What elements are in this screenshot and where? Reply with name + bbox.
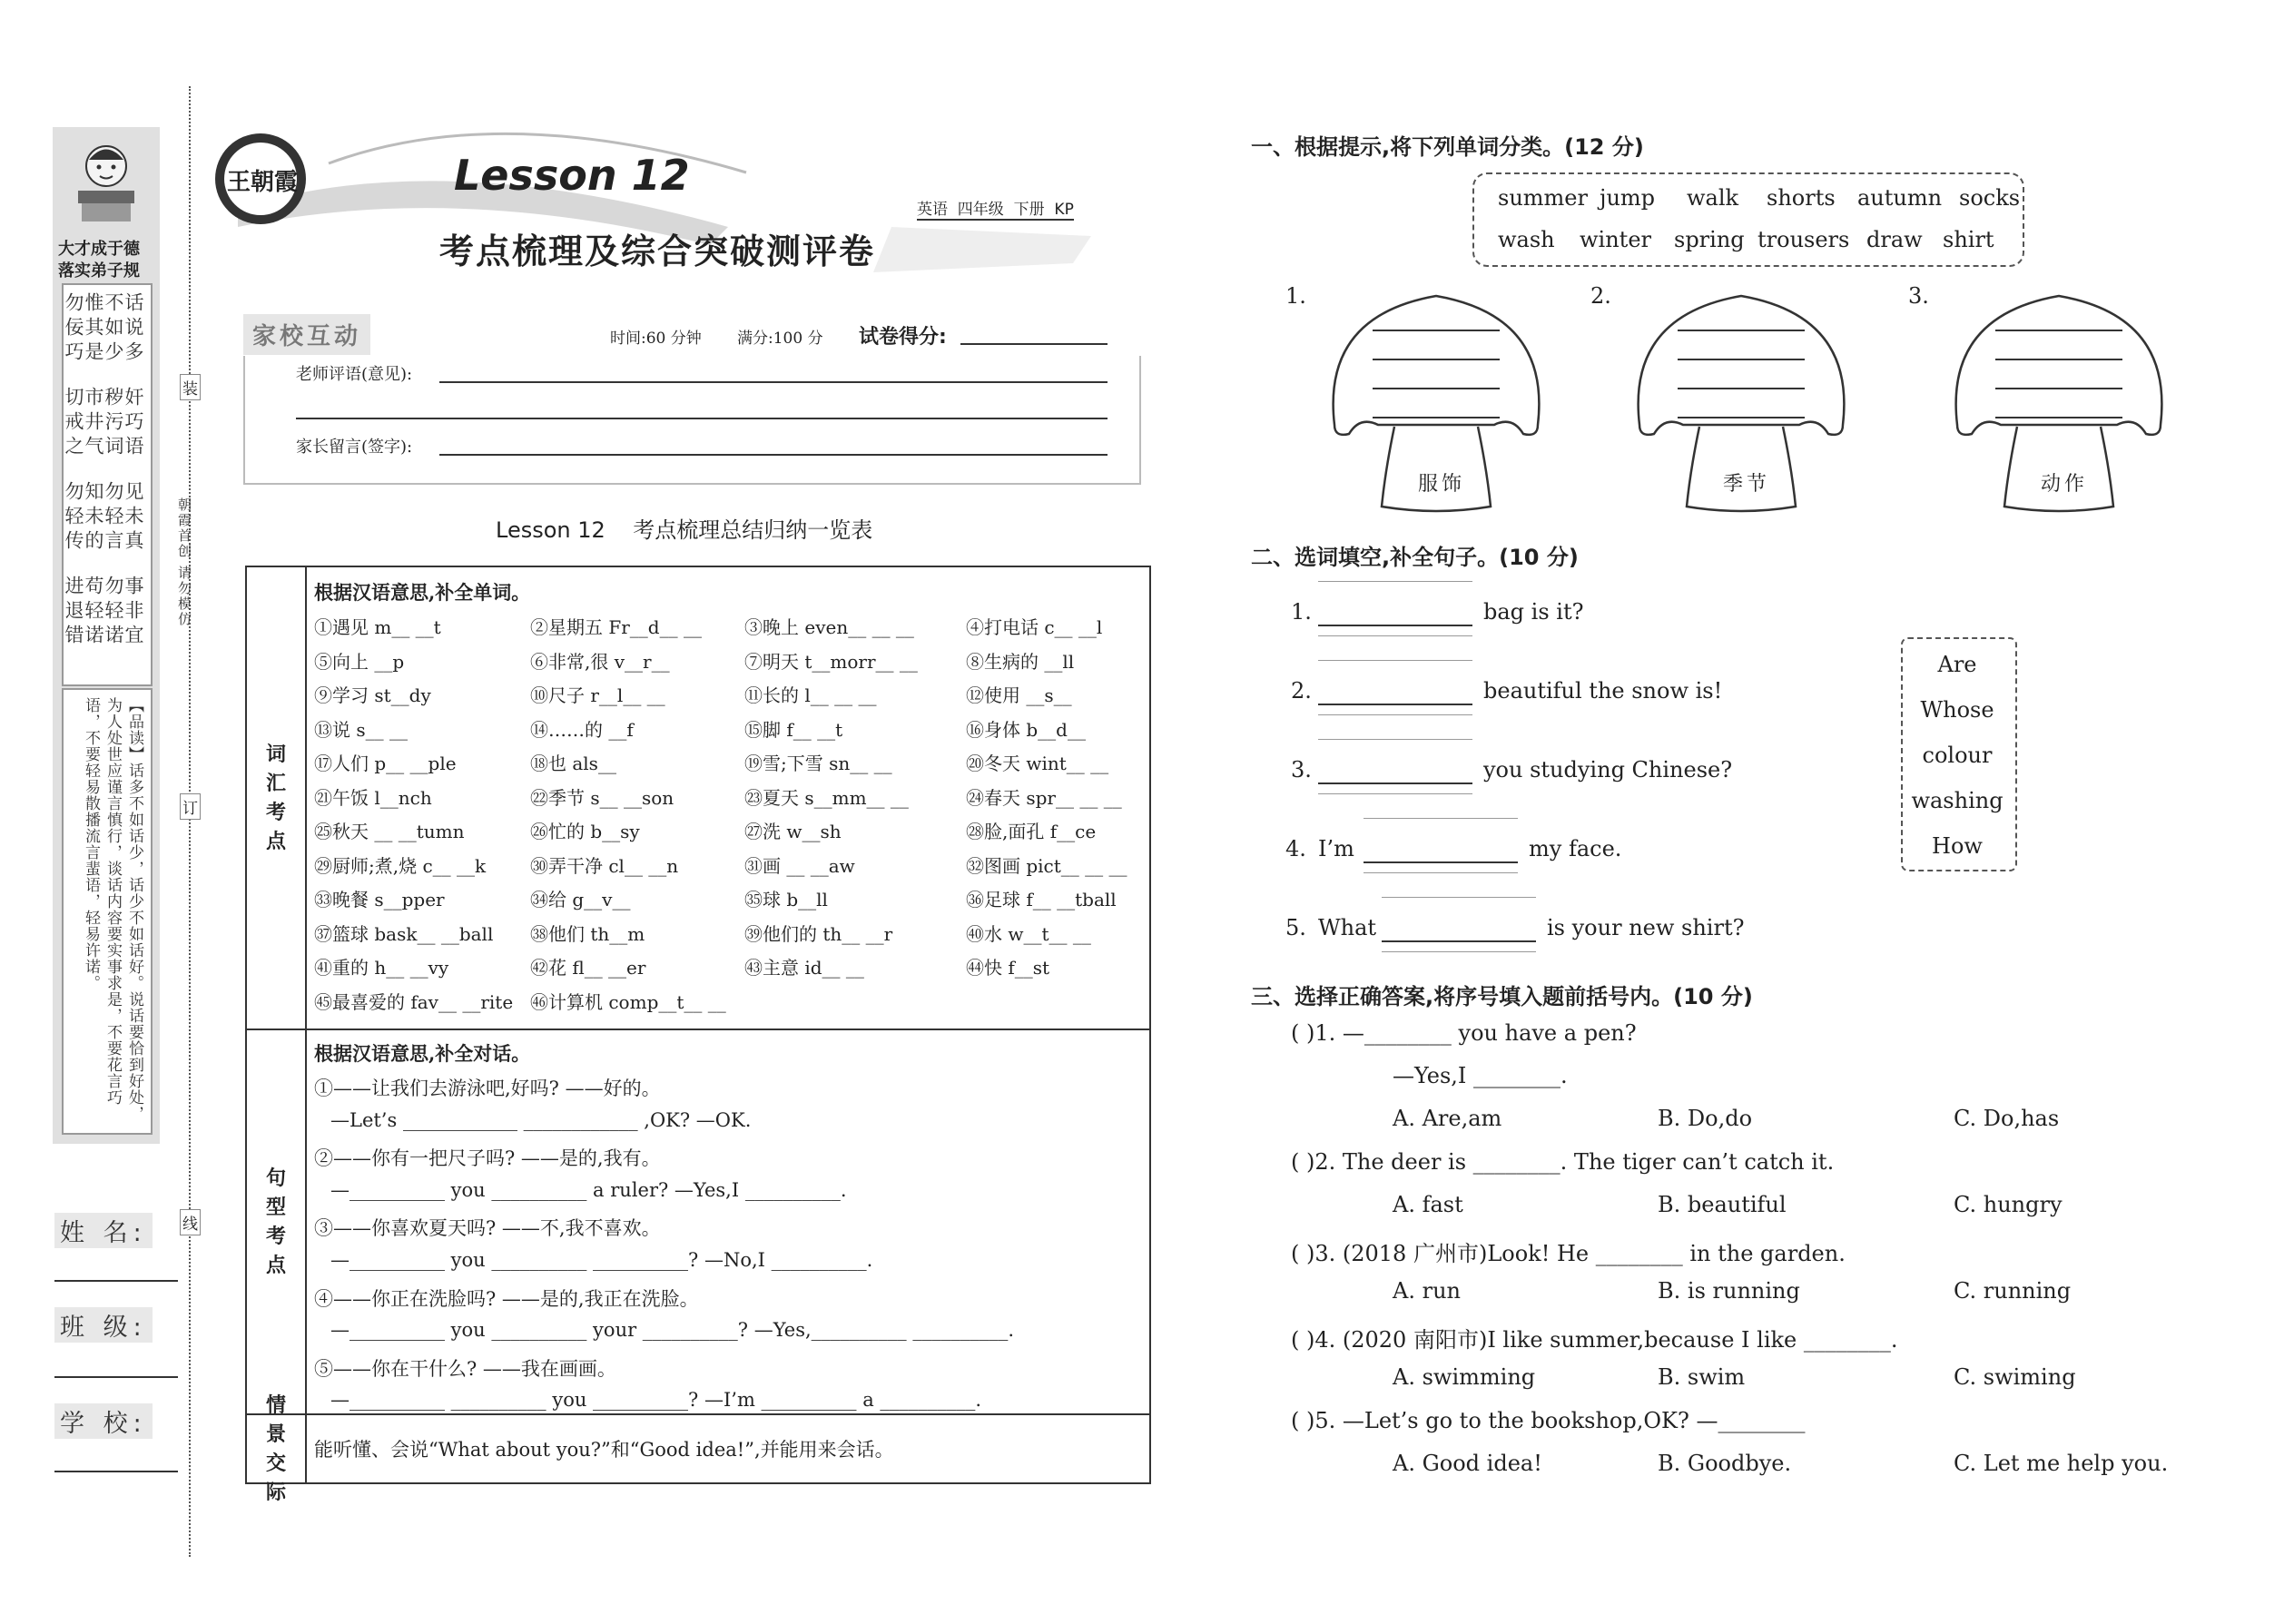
vocab-item: ⑲雪;下雪 sn__ __ bbox=[744, 753, 892, 774]
vocab-item: ⑰人们 p__ __ple bbox=[314, 753, 457, 774]
table-divider-1 bbox=[247, 1029, 1149, 1030]
vocab-item: ㉓夏天 s__mm__ __ bbox=[744, 786, 909, 809]
fill-sentence-text: my face. bbox=[1529, 836, 1622, 861]
vocab-item: ⑮脚 f__ __t bbox=[744, 718, 843, 741]
proverb-text: 勿轻言 bbox=[103, 481, 124, 555]
vocab-item: ⑬说 s__ __ bbox=[314, 718, 408, 741]
fill-blank-guide-bottom bbox=[1382, 951, 1536, 952]
mc-question-stem: ( )1. —________ you have a pen? bbox=[1291, 1020, 1637, 1046]
class-field[interactable] bbox=[54, 1376, 178, 1378]
dialogue-prompt: ②——你有一把尺子吗? ——是的,我有。 bbox=[314, 1147, 661, 1170]
vocab-item: ㉘脸,面孔 f__ce bbox=[966, 821, 1097, 842]
fill-sentence-number: 4. bbox=[1285, 836, 1306, 861]
pindu-box bbox=[62, 688, 153, 1135]
vocab-item: ㊸主意 id__ __ bbox=[744, 957, 864, 979]
word-bank-item: spring bbox=[1674, 227, 1745, 252]
vocab-category-label: 词汇考点 bbox=[265, 743, 286, 853]
proverb-text: 切戒之 bbox=[63, 387, 84, 460]
mc-question-stem: ( )3. (2018 广州市)Look! He ________ in the garden. bbox=[1291, 1241, 1846, 1266]
proverb-text: 苟轻诺 bbox=[83, 576, 104, 649]
vocab-item: ㊴他们的 th__ __r bbox=[744, 922, 893, 945]
word-bank-item: trousers bbox=[1757, 227, 1850, 252]
vocab-item: ⑩尺子 r__l__ __ bbox=[530, 684, 665, 706]
proverb-text: 秽污词 bbox=[103, 387, 124, 460]
vocab-item: ㊹快 f__st bbox=[966, 957, 1050, 979]
teacher-comment-label: 老师评语(意见): bbox=[296, 365, 413, 384]
vocab-item: ⑭……的 __f bbox=[530, 718, 634, 741]
option-b[interactable]: B. is running bbox=[1658, 1278, 1800, 1304]
fill-blank-guide-top bbox=[1318, 739, 1472, 740]
mushroom-number: 2. bbox=[1590, 283, 1611, 309]
vocab-category bbox=[247, 567, 307, 1029]
slogan-top: 大才成于德 bbox=[58, 240, 140, 259]
vocab-item: ⑳冬天 wint__ __ bbox=[966, 753, 1109, 774]
comment-box-outline bbox=[243, 356, 1141, 485]
word-choice: Are bbox=[1937, 652, 1977, 677]
vocab-item: ⑤向上 __p bbox=[314, 650, 405, 673]
option-b[interactable]: B. Goodbye. bbox=[1658, 1451, 1792, 1476]
child-mascot-logo bbox=[62, 134, 151, 234]
dialogue-blank-line: —__________ __________ you __________? —I’m __________ a __________. bbox=[330, 1389, 982, 1412]
mc-question-stem: ( )5. —Let’s go to the bookshop,OK? —________ bbox=[1291, 1408, 1806, 1433]
brand-logo-text: 王朝霞 bbox=[227, 169, 299, 196]
fill-blank[interactable] bbox=[1382, 940, 1536, 942]
fill-sentence-number: 2. bbox=[1291, 678, 1312, 704]
fill-sentence-text: beautiful the snow is! bbox=[1483, 678, 1723, 704]
vocab-item: ㉝晚餐 s__pper bbox=[314, 889, 445, 910]
fill-blank-guide-bottom bbox=[1318, 793, 1472, 794]
dialogue-blank-line: —__________ you __________ __________? —No,I __________. bbox=[330, 1249, 873, 1271]
option-c[interactable]: C. Let me help you. bbox=[1954, 1451, 2169, 1476]
sentence-instruction: 根据汉语意思,补全对话。 bbox=[314, 1042, 531, 1065]
vocab-item: ㉞给 g__v__ bbox=[530, 889, 631, 910]
fill-sentence-number: 5. bbox=[1285, 915, 1306, 940]
fill-sentence-text: you studying Chinese? bbox=[1483, 757, 1733, 782]
fill-blank-guide-bottom bbox=[1364, 872, 1518, 873]
word-bank-item: jump bbox=[1600, 185, 1656, 211]
word-bank-item: socks bbox=[1959, 185, 2021, 211]
score-field[interactable] bbox=[960, 343, 1108, 345]
mushroom-label: 服饰 bbox=[1418, 473, 1466, 496]
fill-blank-guide-top bbox=[1364, 818, 1518, 819]
option-b[interactable]: B. swim bbox=[1658, 1364, 1746, 1390]
proverb-text: 知未的 bbox=[83, 481, 104, 555]
vocab-item: ㉙厨师;煮,烧 c__ __k bbox=[314, 854, 487, 877]
pindu-label: 【品读】 bbox=[125, 697, 143, 763]
proverb-text: 勿佞巧 bbox=[63, 292, 84, 366]
vocab-item: ㊷花 fl__ __er bbox=[530, 957, 646, 979]
dialogue-blank-line: —__________ you __________ your __________? —Yes,__________ __________. bbox=[330, 1319, 1015, 1342]
section3-title: 三、选择正确答案,将序号填入题前括号内。(10 分) bbox=[1251, 984, 1753, 1009]
word-bank-item: draw bbox=[1866, 227, 1923, 252]
word-bank-item: wash bbox=[1498, 227, 1555, 252]
proverb-box bbox=[62, 283, 153, 686]
fill-sentence-text: bag is it? bbox=[1483, 599, 1584, 625]
dialogue-prompt: ⑤——你在干什么? ——我在画画。 bbox=[314, 1357, 616, 1380]
dialogue-prompt: ③——你喜欢夏天吗? ——不,我不喜欢。 bbox=[314, 1217, 661, 1240]
sentence-category-label: 句型考点 bbox=[265, 1166, 286, 1277]
vocab-item: ⑥非常,很 v__r__ bbox=[530, 650, 670, 673]
option-c[interactable]: C. swiming bbox=[1954, 1364, 2076, 1390]
proverb-text: 不如少 bbox=[103, 292, 124, 366]
dialogue-blank-line: —Let’s ____________ ____________ ,OK? —OK. bbox=[330, 1108, 752, 1131]
fill-sentence-number: 1. bbox=[1291, 599, 1312, 625]
fill-sentence-text: is your new shirt? bbox=[1547, 915, 1745, 940]
time-info: 时间:60 分钟 bbox=[610, 330, 702, 348]
lesson-title: Lesson 12 bbox=[454, 151, 690, 200]
sentence-category bbox=[247, 1030, 307, 1413]
option-a[interactable]: A. fast bbox=[1393, 1192, 1463, 1217]
cut-label-zhuang: 装 bbox=[180, 374, 201, 400]
vocab-item: ㊲篮球 bask__ __ball bbox=[314, 922, 494, 945]
vocab-item: ㊶重的 h__ __vy bbox=[314, 957, 449, 979]
vocab-instruction: 根据汉语意思,补全单词。 bbox=[314, 581, 531, 604]
vocab-item: ㉜图画 pict__ __ __ bbox=[966, 854, 1127, 877]
word-choice: colour bbox=[1922, 743, 1993, 768]
slogan-bottom: 落实弟子规 bbox=[58, 261, 140, 281]
fill-blank-guide-top bbox=[1382, 897, 1536, 898]
vocab-item: ㉟球 b__ll bbox=[744, 889, 828, 910]
fill-blank[interactable] bbox=[1318, 625, 1472, 626]
fill-sentence-prefix: I’m bbox=[1318, 836, 1354, 861]
proverb-text: 见未真 bbox=[123, 481, 144, 555]
fill-blank[interactable] bbox=[1318, 704, 1472, 705]
proverb-text: 勿轻诺 bbox=[103, 576, 124, 649]
vocab-item: ㊻计算机 comp__t__ __ bbox=[530, 990, 726, 1013]
table-divider-2 bbox=[247, 1413, 1149, 1415]
situation-category bbox=[247, 1393, 307, 1504]
word-choice: How bbox=[1932, 833, 1983, 859]
proverb-text: 事非宜 bbox=[123, 576, 144, 649]
proverb-text: 进退错 bbox=[63, 576, 84, 649]
option-a[interactable]: A. Are,am bbox=[1393, 1106, 1502, 1131]
vocab-item: ㉑午饭 l__nch bbox=[314, 786, 432, 809]
school-field[interactable] bbox=[54, 1471, 178, 1472]
fill-blank-guide-top bbox=[1318, 581, 1472, 582]
summary-table bbox=[245, 566, 1151, 1504]
vocab-item: ④打电话 c__ __l bbox=[966, 616, 1103, 638]
dialogue-prompt: ④——你正在洗脸吗? ——是的,我正在洗脸。 bbox=[314, 1287, 699, 1310]
grade-tag: 英语 四年级 下册 KP bbox=[917, 196, 1074, 221]
vocab-item: ⑪长的 l__ __ __ bbox=[744, 684, 877, 706]
mc-question-line2: —Yes,I ________. bbox=[1393, 1063, 1568, 1088]
situation-text: 能听懂、会说“What about you?”和“Good idea!”,并能用来会话。 bbox=[314, 1439, 894, 1461]
vocab-item: ㉚弄干净 cl__ __n bbox=[530, 854, 679, 877]
vocab-item: ⑯身体 b__d__ bbox=[966, 718, 1086, 741]
vocab-item: ⑨学习 st__dy bbox=[314, 684, 431, 706]
option-c[interactable]: C. hungry bbox=[1954, 1192, 2063, 1217]
dialogue-prompt: ①——让我们去游泳吧,好吗? ——好的。 bbox=[314, 1078, 661, 1099]
sidebar-panel bbox=[53, 127, 160, 1144]
option-a[interactable]: A. run bbox=[1393, 1278, 1461, 1304]
vocab-item: ㊱足球 f__ __tball bbox=[966, 889, 1117, 910]
mushroom-label: 动作 bbox=[2041, 473, 2089, 496]
mushroom-number: 3. bbox=[1908, 283, 1929, 309]
summary-title: Lesson 12 考点梳理总结归纳一览表 bbox=[496, 517, 873, 543]
name-label: 姓 名: bbox=[54, 1213, 153, 1248]
vocab-item: ㉖忙的 b__sy bbox=[530, 821, 640, 842]
jiaxiao-badge: 家校互动 bbox=[243, 314, 370, 355]
fill-blank-guide-bottom bbox=[1318, 714, 1472, 715]
school-label: 学 校: bbox=[54, 1403, 153, 1439]
dialogue-blank-line: —__________ you __________ a ruler? —Yes,I __________. bbox=[330, 1178, 847, 1201]
word-choice: washing bbox=[1911, 788, 2004, 813]
situation-category-label: 情景交际 bbox=[265, 1393, 286, 1504]
word-bank-item: shorts bbox=[1767, 185, 1836, 211]
vocab-item: ⑦明天 t__morr__ __ bbox=[744, 650, 918, 673]
vocab-item: ㉗洗 w__sh bbox=[744, 821, 842, 842]
exam-subtitle: 考点梳理及综合突破测评卷 bbox=[439, 231, 876, 271]
fill-blank-guide-top bbox=[1318, 660, 1472, 661]
vocab-item: ⑫使用 __s__ bbox=[966, 684, 1072, 706]
option-c[interactable]: C. Do,has bbox=[1954, 1106, 2060, 1131]
vocab-item: ㉒季节 s__ __son bbox=[530, 786, 674, 809]
fill-blank-guide-bottom bbox=[1318, 635, 1472, 636]
name-field[interactable] bbox=[54, 1280, 178, 1282]
word-choice: Whose bbox=[1920, 697, 1994, 723]
mushroom-number: 1. bbox=[1285, 283, 1306, 309]
vocab-item: ①遇见 m__ __t bbox=[314, 616, 441, 638]
word-bank-item: autumn bbox=[1857, 185, 1943, 211]
fill-sentence-number: 3. bbox=[1291, 757, 1312, 782]
option-b[interactable]: B. beautiful bbox=[1658, 1192, 1787, 1217]
side-note: 朝霞首创 请勿模仿 bbox=[176, 497, 192, 627]
word-bank-item: shirt bbox=[1943, 227, 1994, 252]
proverb-text: 勿轻传 bbox=[63, 481, 84, 555]
section2-title: 二、选词填空,补全句子。(10 分) bbox=[1251, 545, 1579, 570]
proverb-text: 话说多 bbox=[123, 292, 144, 366]
cut-label-xian: 线 bbox=[180, 1209, 201, 1235]
parent-comment-label: 家长留言(签字): bbox=[296, 438, 413, 457]
vocab-item: ③晚上 even__ __ __ bbox=[744, 616, 914, 638]
vocab-item: ⑱也 als__ bbox=[530, 753, 616, 774]
class-label: 班 级: bbox=[54, 1307, 153, 1343]
cut-label-ding: 订 bbox=[180, 793, 201, 820]
section1-title: 一、根据提示,将下列单词分类。(12 分) bbox=[1251, 134, 1644, 160]
fill-blank[interactable] bbox=[1318, 782, 1472, 784]
pindu-text bbox=[80, 697, 145, 1124]
pindu-body: 话多不如话少，话少不如话好。说话要恰到好处，为人处世应谨言慎行，谈话内容要实事求是，不要花言巧语，不要轻易散播流言蜚语，轻易许诺。 bbox=[82, 697, 143, 1122]
option-b[interactable]: B. Do,do bbox=[1658, 1106, 1753, 1131]
word-bank-item: winter bbox=[1580, 227, 1651, 252]
word-bank-item: walk bbox=[1687, 185, 1739, 211]
vocab-item: ㉕秋天 __ __tumn bbox=[314, 821, 465, 842]
vocab-item: ㊵水 w__t__ __ bbox=[966, 922, 1091, 945]
mc-question-stem: ( )4. (2020 南阳市)I like summer,because I like ________. bbox=[1291, 1327, 1898, 1353]
fill-blank[interactable] bbox=[1364, 861, 1518, 863]
option-c[interactable]: C. running bbox=[1954, 1278, 2072, 1304]
vocab-item: ㊳他们 th__m bbox=[530, 922, 645, 945]
vocab-item: ⑧生病的 __ll bbox=[966, 650, 1075, 673]
binding-dotted-line bbox=[189, 86, 191, 1557]
fill-sentence-prefix: What bbox=[1318, 915, 1377, 940]
score-label: 试卷得分: bbox=[859, 326, 947, 349]
vocab-item: ㉔春天 spr__ __ __ bbox=[966, 786, 1122, 809]
proverb-text: 奸巧语 bbox=[123, 387, 144, 460]
vocab-item: ㉛画 __ __aw bbox=[744, 854, 855, 877]
vocab-item: ㊺最喜爱的 fav__ __rite bbox=[314, 990, 514, 1013]
mushroom-label: 季节 bbox=[1723, 473, 1771, 496]
mc-question-stem: ( )2. The deer is ________. The tiger can’t catch it. bbox=[1291, 1149, 1835, 1175]
option-a[interactable]: A. swimming bbox=[1393, 1364, 1536, 1390]
word-bank-item: summer bbox=[1498, 185, 1588, 211]
option-a[interactable]: A. Good idea! bbox=[1393, 1451, 1542, 1476]
proverb-text: 惟其是 bbox=[83, 292, 104, 366]
full-score-info: 满分:100 分 bbox=[737, 330, 823, 348]
vocab-item: ②星期五 Fr__d__ __ bbox=[530, 616, 702, 638]
proverb-text: 市井气 bbox=[83, 387, 104, 460]
